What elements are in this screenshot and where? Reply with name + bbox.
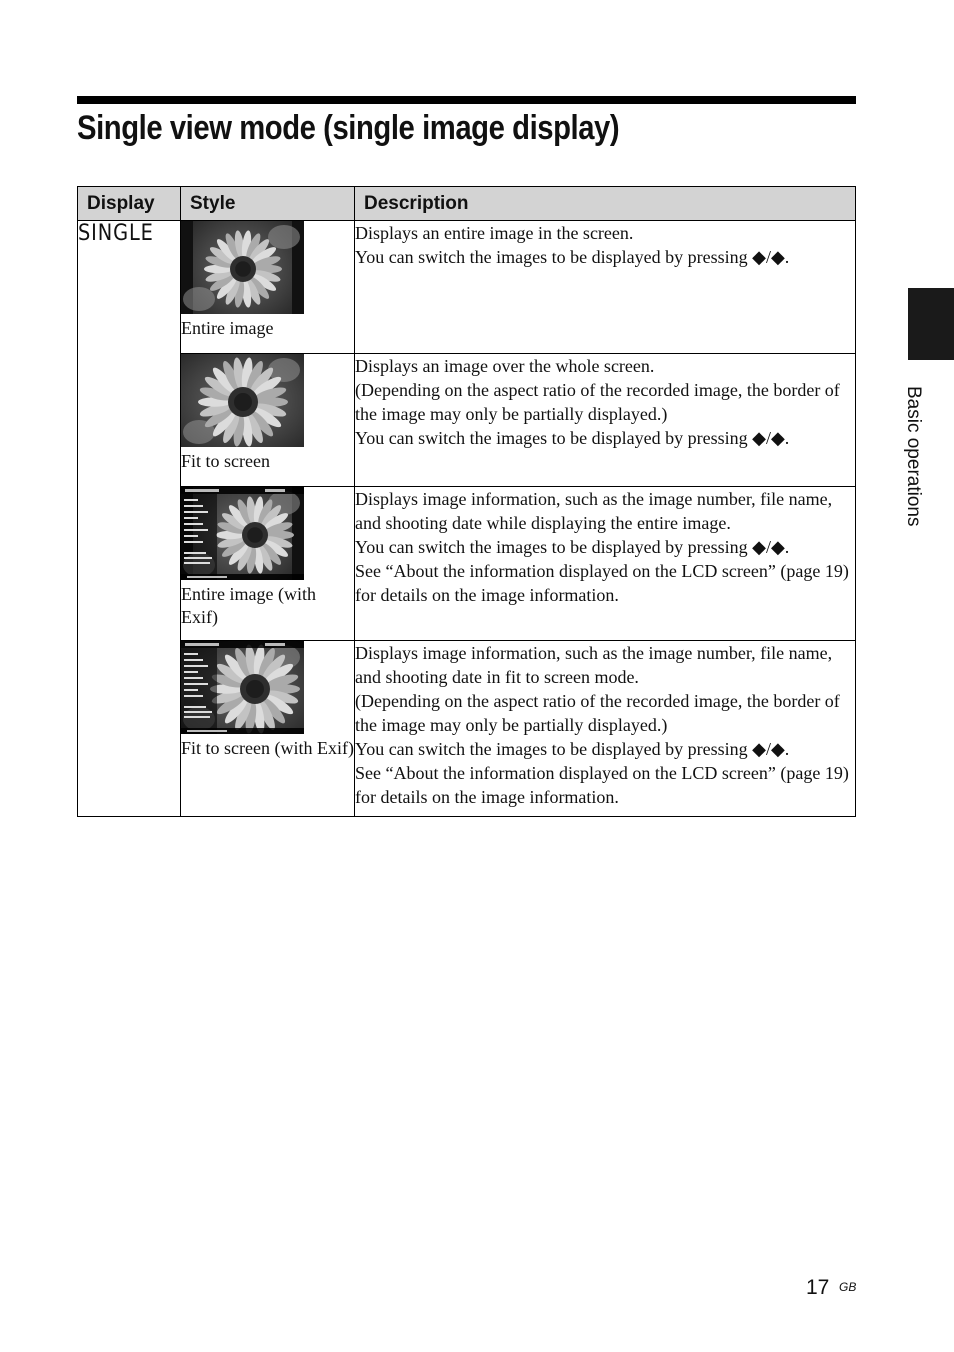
table-row bbox=[78, 641, 856, 817]
section-side-label: Basic operations bbox=[903, 386, 924, 527]
table-row bbox=[78, 487, 856, 641]
style-cell bbox=[181, 641, 355, 817]
section-tab-marker bbox=[908, 288, 954, 360]
description-line: See “About the information displayed on the LCD screen” (page 19) for details on the image information. bbox=[355, 763, 849, 807]
description-cell bbox=[355, 487, 856, 641]
description-line: Displays image information, such as the image number, file name, and shooting date in fit to screen mode. bbox=[355, 643, 833, 687]
description-line: You can switch the images to be displayed by pressing ◆/◆. bbox=[355, 537, 790, 557]
sunflower-entire-image-exif-icon bbox=[181, 487, 304, 580]
description-line: Displays an entire image in the screen. bbox=[355, 223, 634, 243]
sunflower-entire-image-icon bbox=[181, 221, 304, 314]
sunflower-fit-to-screen-icon bbox=[181, 354, 304, 447]
page-title: Single view mode (single image display) bbox=[77, 109, 620, 147]
style-caption: Fit to screen (with Exif) bbox=[181, 738, 354, 758]
description-cell bbox=[355, 354, 856, 487]
style-cell bbox=[181, 487, 355, 641]
description-line: You can switch the images to be displayed by pressing ◆/◆. bbox=[355, 247, 790, 267]
table-row bbox=[78, 354, 856, 487]
description-line: You can switch the images to be displayed by pressing ◆/◆. bbox=[355, 428, 790, 448]
style-caption: Entire image (with Exif) bbox=[181, 584, 316, 627]
header-display: Display bbox=[78, 187, 181, 221]
description-line: (Depending on the aspect ratio of the recorded image, the border of the image may only be partially displayed.) bbox=[355, 380, 840, 424]
page-language-suffix: GB bbox=[839, 1280, 857, 1294]
header-style: Style bbox=[181, 187, 355, 221]
table-header-row bbox=[78, 187, 856, 221]
style-cell bbox=[181, 221, 355, 354]
style-caption: Entire image bbox=[181, 318, 274, 338]
sunflower-fit-to-screen-exif-icon bbox=[181, 641, 304, 734]
display-cell bbox=[78, 221, 181, 817]
single-view-mode-table bbox=[77, 186, 856, 817]
style-caption: Fit to screen bbox=[181, 451, 270, 471]
description-cell bbox=[355, 221, 856, 354]
table-row bbox=[78, 221, 856, 354]
description-line: Displays image information, such as the image number, file name, and shooting date while displaying the entire image. bbox=[355, 489, 833, 533]
header-description: Description bbox=[355, 187, 856, 221]
description-line: Displays an image over the whole screen. bbox=[355, 356, 655, 376]
description-line: (Depending on the aspect ratio of the recorded image, the border of the image may only be partially displayed.) bbox=[355, 691, 840, 735]
single-display-label: SINGLE bbox=[78, 221, 154, 246]
description-line: You can switch the images to be displayed by pressing ◆/◆. bbox=[355, 739, 790, 759]
title-rule bbox=[77, 96, 856, 104]
description-line: See “About the information displayed on the LCD screen” (page 19) for details on the image information. bbox=[355, 561, 849, 605]
description-cell bbox=[355, 641, 856, 817]
page-number: 17 bbox=[806, 1276, 830, 1299]
style-cell bbox=[181, 354, 355, 487]
